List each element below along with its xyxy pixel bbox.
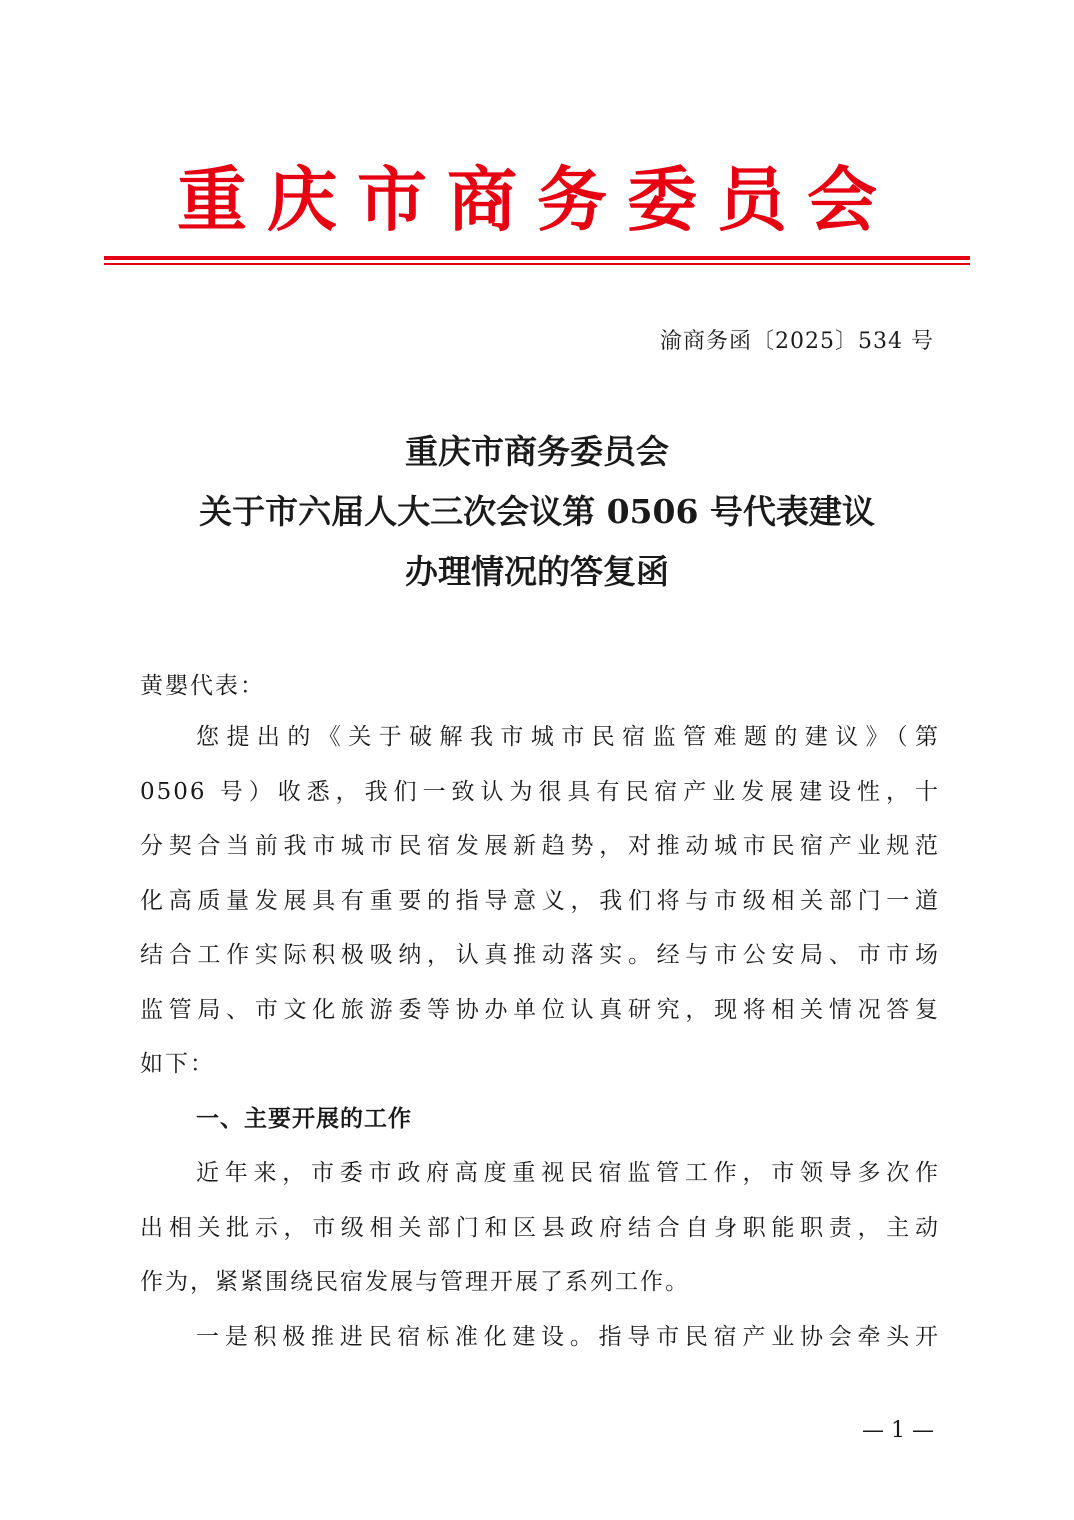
- body-line: 出相关批示，市级相关部门和区县政府结合自身职能职责，主动: [140, 1214, 940, 1241]
- body-line: 结合工作实际积极吸纳，认真推动落实。经与市公安局、市市场: [140, 942, 940, 968]
- body-line: 监管局、市文化旅游委等协办单位认真研究，现将相关情况答复: [140, 996, 940, 1023]
- title-line-3: 办理情况的答复函: [405, 552, 669, 591]
- page-number: — 1 —: [862, 1418, 934, 1443]
- body-line: 作为，紧紧围绕民宿发展与管理开展了系列工作。: [140, 1269, 690, 1295]
- body-line: 化高质量发展具有重要的指导意义，我们将与市级相关部门一道: [140, 887, 940, 914]
- salutation: 黄嬰代表：: [140, 673, 265, 699]
- body-line: 分契合当前我市城市民宿发展新趋势，对推动城市民宿产业规范: [140, 833, 940, 859]
- body-line: 您提出的《关于破解我市城市民宿监管难题的建议》（第: [196, 724, 940, 750]
- body-line: 一是积极推进民宿标准化建设。指导市民宿产业协会牵头开: [196, 1323, 940, 1350]
- document-title: [104, 422, 970, 602]
- letter-body: [140, 710, 940, 1364]
- body-line: 如下：: [140, 1051, 215, 1077]
- masthead-title: 重庆市商务委员会: [177, 158, 897, 241]
- body-line: 0506 号）收悉，我们一致认为很具有民宿产业发展建设性，十: [140, 778, 940, 805]
- title-line-2: 关于市六届人大三次会议第 0506 号代表建议: [199, 492, 875, 531]
- masthead-rule-thick: [104, 256, 970, 260]
- body-line: 近年来，市委市政府高度重视民宿监管工作，市领导多次作: [196, 1160, 940, 1186]
- section-heading: 一、主要开展的工作: [196, 1105, 412, 1132]
- document-number: 渝商务函〔2025〕534 号: [660, 329, 934, 354]
- masthead-rule-thin: [104, 263, 970, 265]
- title-line-1: 重庆市商务委员会: [405, 432, 669, 471]
